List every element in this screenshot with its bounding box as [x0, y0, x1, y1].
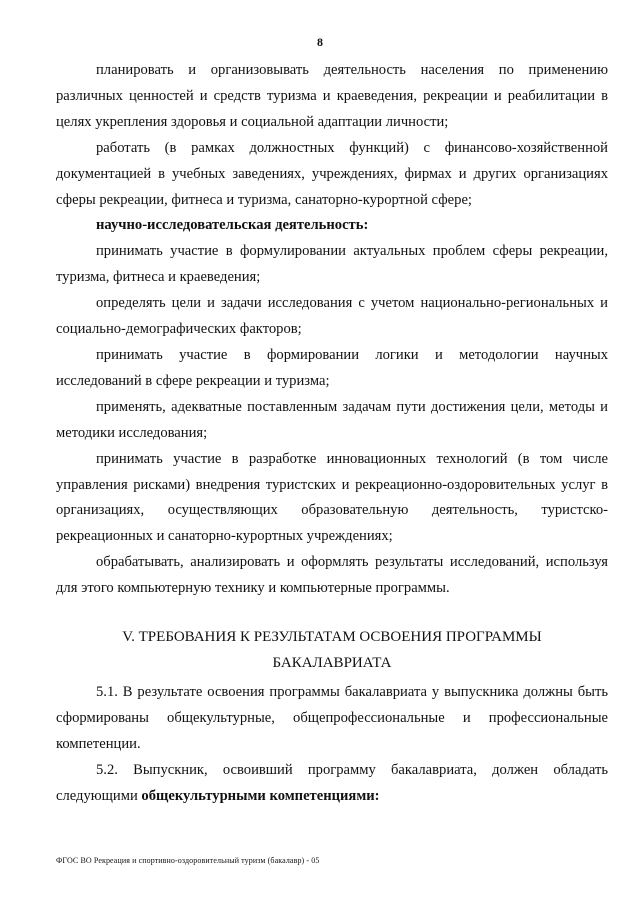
paragraph: обрабатывать, анализировать и оформлять результаты исследований, используя для этого компьютерную технику и компьютерные программы.: [56, 554, 608, 597]
paragraph-5-1: 5.1. В результате освоения программы бакалавриата у выпускника должны быть сформированы общекультурные, общепрофессиональные и профессиональные компетенции.: [56, 684, 608, 752]
page-content: [56, 58, 608, 810]
paragraph: применять, адекватные поставленным задачам пути достижения цели, методы и методики исследования;: [56, 398, 608, 441]
paragraph: планировать и организовывать деятельность населения по применению различных ценностей и средств туризма и краеведения, рекреации и реабилитации в целях укрепления здоровья и социальной адаптации личности;: [56, 62, 608, 130]
paragraph-5-2: [56, 758, 608, 810]
paragraph: принимать участие в формулировании актуальных проблем сферы рекреации, туризма, фитнеса и краеведения;: [56, 243, 608, 286]
paragraph: работать (в рамках должностных функций) с финансово-хозяйственной документацией в учебных заведениях, учреждениях, фирмах и других организациях сферы рекреации, фитнеса и туризма, санаторно-курортной сфере;: [56, 139, 608, 208]
section-title: [56, 624, 608, 676]
section-title-line2: БАКАЛАВРИАТА: [272, 655, 392, 672]
paragraph-5-2-bold: общекультурными компетенциями:: [141, 787, 380, 804]
paragraph: принимать участие в разработке инновационных технологий (в том числе управления рисками) внедрения туристских и рекреационно-оздоровительных услуг в организациях, осуществляющих образовательную деятельность, туристско-рекреационных и санаторно-курортных учреждениях;: [56, 450, 608, 545]
paragraph: определять цели и задачи исследования с учетом национально-региональных и социально-демографических факторов;: [56, 295, 608, 338]
paragraph: принимать участие в формировании логики и методологии научных исследований в сфере рекреации и туризма;: [56, 346, 608, 389]
paragraph-5-2-text: 5.2. Выпускник, освоивший программу бакалавриата, должен обладать следующими: [56, 761, 608, 804]
subheading-research: научно-исследовательская деятельность:: [96, 217, 369, 234]
footer-text: ФГОС ВО Рекреация и спортивно-оздоровительный туризм (бакалавр) - 05: [56, 856, 320, 865]
page-number: 8: [317, 35, 323, 49]
section-title-line1: V. ТРЕБОВАНИЯ К РЕЗУЛЬТАТАМ ОСВОЕНИЯ ПРОГРАММЫ: [122, 629, 542, 646]
